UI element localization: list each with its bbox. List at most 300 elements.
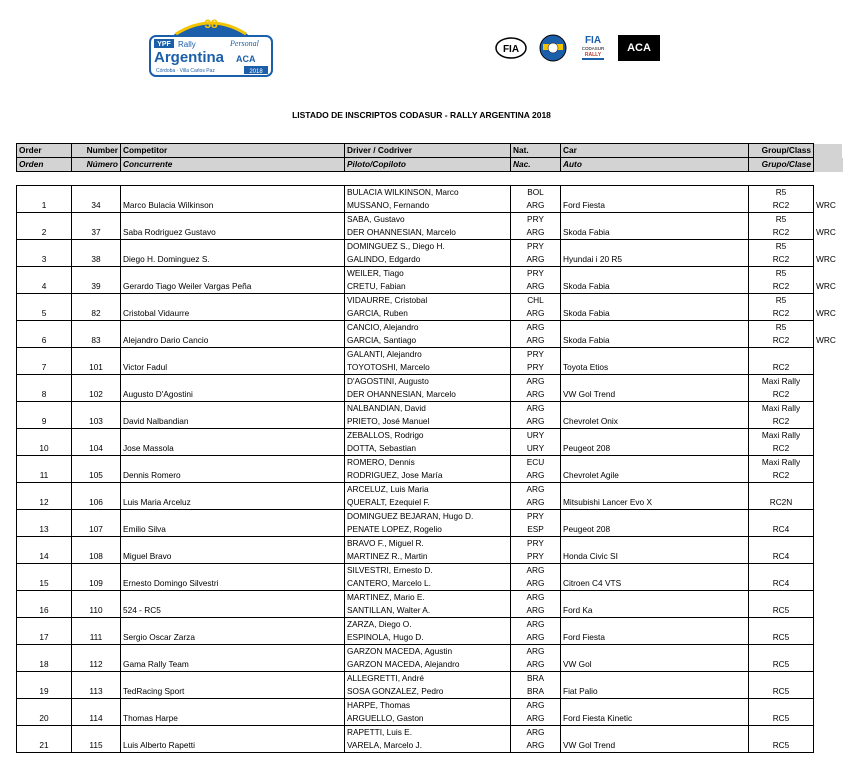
order: 2 [17,226,72,240]
driver-nat: BRA [511,672,561,686]
class: RC4 [749,577,814,591]
codriver-name: DOTTA, Sebastian [345,442,511,456]
codriver-name: CANTERO, Marcelo L. [345,577,511,591]
car-number: 113 [72,685,121,699]
class: RC5 [749,712,814,726]
entry-row-top [17,348,843,362]
entry-row-bottom [17,280,843,294]
car-model: Peugeot 208 [561,442,749,456]
championship-tag [814,415,843,429]
driver-name: D'AGOSTINI, Augusto [345,375,511,389]
championship-tag [814,658,843,672]
car-model: Peugeot 208 [561,523,749,537]
logo-sponsor: Personal [230,39,259,48]
driver-name: WEILER, Tiago [345,267,511,281]
col-numero: Número [72,158,121,172]
driver-name: ZEBALLOS, Rodrigo [345,429,511,443]
championship-tag [814,685,843,699]
codriver-nat: ARG [511,577,561,591]
championship-tag [814,523,843,537]
document-title: LISTADO DE INSCRIPTOS CODASUR - RALLY ARGENTINA 2018 [292,110,551,120]
logo-argentina: Argentina [154,49,225,66]
group: R5 [749,240,814,254]
driver-nat: BOL [511,186,561,200]
class: RC5 [749,685,814,699]
competitor: Miguel Bravo [121,550,345,564]
header-row-english [17,144,843,158]
car-model: VW Gol [561,658,749,672]
svg-text:ACA: ACA [627,42,651,54]
driver-name: ARCELUZ, Luis Maria [345,483,511,497]
driver-name: BRAVO F., Miguel R. [345,537,511,551]
car-number: 112 [72,658,121,672]
col-order: Order [17,144,72,158]
entries-body [17,186,843,753]
class: RC5 [749,631,814,645]
group: R5 [749,186,814,200]
driver-nat: ARG [511,402,561,416]
championship-tag [814,631,843,645]
driver-name: GALANTI, Alejandro [345,348,511,362]
order: 13 [17,523,72,537]
class: RC2N [749,496,814,510]
logo-ypf: YPF [157,41,171,48]
competitor: Jose Massola [121,442,345,456]
entry-row-top [17,186,843,200]
codriver-name: MUSSANO, Fernando [345,199,511,213]
championship-tag [814,712,843,726]
order: 5 [17,307,72,321]
championship-tag: WRC [816,254,836,265]
col-number: Number [72,144,121,158]
driver-name: RAPETTI, Luis E. [345,726,511,740]
championship-tag [814,388,843,402]
codriver-nat: ARG [511,496,561,510]
car-model: Honda Civic SI [561,550,749,564]
entry-row-top [17,294,843,308]
class: RC2 [749,226,814,240]
driver-name: SILVESTRI, Ernesto D. [345,564,511,578]
logo-cities: Córdoba · Villa Carlos Paz [156,68,215,74]
driver-name: DOMINGUEZ S., Diego H. [345,240,511,254]
codriver-nat: ARG [511,388,561,402]
car-model: Mitsubishi Lancer Evo X [561,496,749,510]
car-number: 37 [72,226,121,240]
car-number: 114 [72,712,121,726]
order: 14 [17,550,72,564]
class: RC2 [749,388,814,402]
order: 3 [17,253,72,267]
car-number: 110 [72,604,121,618]
car-model: VW Gol Trend [561,388,749,402]
codriver-nat: ESP [511,523,561,537]
entry-row-bottom [17,712,843,726]
championship-tag: WRC [816,308,836,319]
entry-row-top [17,672,843,686]
logo-aca: ACA [236,54,256,64]
codriver-nat: PRY [511,361,561,375]
car-model: Toyota Etios [561,361,749,375]
codriver-name: GALINDO, Edgardo [345,253,511,267]
driver-name: BULACIA WILKINSON, Marco [345,186,511,200]
car-model: Skoda Fabia [561,226,749,240]
class: RC2 [749,334,814,348]
driver-nat: ARG [511,321,561,335]
class: RC4 [749,550,814,564]
entry-row-bottom [17,253,843,267]
car-number: 103 [72,415,121,429]
car-number: 39 [72,280,121,294]
codriver-nat: ARG [511,658,561,672]
driver-name: ALLEGRETTI, André [345,672,511,686]
group [749,510,814,524]
codriver-name: ARGUELLO, Gaston [345,712,511,726]
codriver-nat: ARG [511,415,561,429]
competitor: Sergio Oscar Zarza [121,631,345,645]
driver-nat: ARG [511,375,561,389]
order: 9 [17,415,72,429]
entry-row-bottom [17,631,843,645]
entry-row-top [17,321,843,335]
car-number: 38 [72,253,121,267]
class: RC2 [749,253,814,267]
group [749,483,814,497]
col-piloto: Piloto/Copiloto [345,158,511,172]
order: 17 [17,631,72,645]
order: 8 [17,388,72,402]
codriver-nat: ARG [511,604,561,618]
logo-edition-number: 38 [204,17,218,31]
competitor: 524 - RC5 [121,604,345,618]
codriver-name: VARELA, Marcelo J. [345,739,511,753]
logo-rally: Rally [178,40,196,49]
codriver-nat: PRY [511,550,561,564]
entry-row-top [17,402,843,416]
competitor: Dennis Romero [121,469,345,483]
car-model: Skoda Fabia [561,280,749,294]
championship-tag [814,577,843,591]
driver-nat: ECU [511,456,561,470]
championship-tag [814,550,843,564]
car-model: Ford Ka [561,604,749,618]
car-model: Chevrolet Onix [561,415,749,429]
spacer-row [17,172,843,186]
car-model: Ford Fiesta [561,631,749,645]
driver-nat: CHL [511,294,561,308]
svg-text:FIA: FIA [502,44,520,55]
group: R5 [749,294,814,308]
car-model: VW Gol Trend [561,739,749,753]
championship-tag [814,361,843,375]
driver-nat: PRY [511,240,561,254]
codriver-name: CRETU, Fabian [345,280,511,294]
championship-tag [814,496,843,510]
rally-argentina-logo [148,12,274,78]
logo-year: 2018 [249,69,263,75]
competitor: Luis Alberto Rapetti [121,739,345,753]
col-orden: Orden [17,158,72,172]
group: Maxi Rally [749,375,814,389]
entry-row-top [17,429,843,443]
driver-nat: ARG [511,591,561,605]
championship-tag [814,469,843,483]
codriver-name: GARCIA, Santiago [345,334,511,348]
codriver-name: DER OHANNESIAN, Marcelo [345,226,511,240]
header-row-spanish [17,158,843,172]
driver-nat: URY [511,429,561,443]
car-number: 34 [72,199,121,213]
car-number: 107 [72,523,121,537]
svg-text:RALLY: RALLY [584,52,602,58]
driver-nat: ARG [511,483,561,497]
championship-tag [814,739,843,753]
driver-nat: PRY [511,348,561,362]
order: 1 [17,199,72,213]
order: 4 [17,280,72,294]
championship-tag [814,604,843,618]
entry-row-bottom [17,604,843,618]
codriver-name: SANTILLAN, Walter A. [345,604,511,618]
col-nat: Nat. [511,144,561,158]
driver-name: CANCIO, Alejandro [345,321,511,335]
order: 10 [17,442,72,456]
entry-row-top [17,456,843,470]
group [749,564,814,578]
codriver-name: QUERALT, Ezequiel F. [345,496,511,510]
fia-logo [494,32,528,64]
car-number: 109 [72,577,121,591]
competitor: Thomas Harpe [121,712,345,726]
championship-tag: WRC [816,335,836,346]
group: Maxi Rally [749,456,814,470]
col-nac: Nac. [511,158,561,172]
class: RC5 [749,658,814,672]
driver-name: HARPE, Thomas [345,699,511,713]
codriver-name: MARTINEZ R., Martin [345,550,511,564]
driver-name: VIDAURRE, Cristobal [345,294,511,308]
driver-nat: PRY [511,213,561,227]
car-model: Hyundai i 20 R5 [561,253,749,267]
class: RC2 [749,469,814,483]
car-number: 108 [72,550,121,564]
entry-row-top [17,240,843,254]
order: 19 [17,685,72,699]
group [749,591,814,605]
entry-row-bottom [17,469,843,483]
entry-row-bottom [17,685,843,699]
championship-tag [814,442,843,456]
driver-nat: ARG [511,564,561,578]
codriver-name: PENATE LOPEZ, Rogelio [345,523,511,537]
entry-row-top [17,645,843,659]
car-model: Ford Fiesta [561,199,749,213]
entry-row-top [17,591,843,605]
entry-row-bottom [17,442,843,456]
driver-name: GARZON MACEDA, Agustin [345,645,511,659]
codriver-name: GARCIA, Ruben [345,307,511,321]
codriver-nat: ARG [511,631,561,645]
class: RC2 [749,415,814,429]
group: R5 [749,213,814,227]
car-number: 101 [72,361,121,375]
svg-text:CODASUR: CODASUR [581,46,605,51]
car-number: 105 [72,469,121,483]
codasur-logo [538,32,568,64]
entry-row-top [17,618,843,632]
col-grupo: Grupo/Clase [749,158,814,172]
entry-row-bottom [17,361,843,375]
entry-row-top [17,213,843,227]
class: RC2 [749,361,814,375]
entry-row-bottom [17,199,843,213]
rally-argentina-logo-graphic [148,12,274,78]
car-number: 82 [72,307,121,321]
competitor: Gama Rally Team [121,658,345,672]
codriver-nat: ARG [511,334,561,348]
entry-row-bottom [17,415,843,429]
col-auto: Auto [561,158,749,172]
entry-list-table [16,143,843,753]
car-number: 102 [72,388,121,402]
entry-row-bottom [17,388,843,402]
championship-tag: WRC [816,227,836,238]
group [749,537,814,551]
class: RC2 [749,442,814,456]
driver-name: DOMINGUEZ BEJARAN, Hugo D. [345,510,511,524]
col-competitor: Competitor [121,144,345,158]
codriver-name: DER OHANNESIAN, Marcelo [345,388,511,402]
entry-row-bottom [17,658,843,672]
codriver-nat: BRA [511,685,561,699]
federation-logos [494,32,660,64]
group: R5 [749,321,814,335]
entry-row-top [17,483,843,497]
col-group: Group/Class [749,144,814,158]
driver-nat: PRY [511,267,561,281]
group [749,672,814,686]
competitor: Augusto D'Agostini [121,388,345,402]
fia-codasur-rally-logo [578,32,608,64]
driver-nat: PRY [511,537,561,551]
competitor: Marco Bulacia Wilkinson [121,199,345,213]
class: RC5 [749,739,814,753]
competitor: Cristobal Vidaurre [121,307,345,321]
group: R5 [749,267,814,281]
car-model: Chevrolet Agile [561,469,749,483]
codriver-name: SOSA GONZALEZ, Pedro [345,685,511,699]
entry-row-bottom [17,496,843,510]
competitor: Ernesto Domingo Silvestri [121,577,345,591]
entry-row-top [17,510,843,524]
order: 15 [17,577,72,591]
codriver-nat: ARG [511,307,561,321]
class: RC5 [749,604,814,618]
competitor: TedRacing Sport [121,685,345,699]
codriver-nat: ARG [511,226,561,240]
order: 11 [17,469,72,483]
group [749,618,814,632]
entry-row-top [17,267,843,281]
car-number: 106 [72,496,121,510]
aca-logo [618,32,660,64]
order: 18 [17,658,72,672]
entry-row-bottom [17,523,843,537]
codriver-nat: ARG [511,739,561,753]
car-number: 115 [72,739,121,753]
codriver-nat: ARG [511,712,561,726]
championship-tag: WRC [816,281,836,292]
driver-nat: ARG [511,645,561,659]
competitor: Saba Rodriguez Gustavo [121,226,345,240]
codriver-nat: ARG [511,280,561,294]
codriver-name: ESPINOLA, Hugo D. [345,631,511,645]
entry-row-bottom [17,334,843,348]
driver-name: MARTINEZ, Mario E. [345,591,511,605]
col-driver: Driver / Codriver [345,144,511,158]
entry-row-top [17,375,843,389]
entry-row-top [17,537,843,551]
group [749,699,814,713]
codriver-nat: ARG [511,253,561,267]
order: 7 [17,361,72,375]
codriver-name: PRIETO, José Manuel [345,415,511,429]
driver-name: ZARZA, Diego O. [345,618,511,632]
order: 20 [17,712,72,726]
entry-row-top [17,726,843,740]
driver-nat: ARG [511,618,561,632]
codriver-name: GARZON MACEDA, Alejandro [345,658,511,672]
order: 16 [17,604,72,618]
entry-row-top [17,564,843,578]
car-model: Skoda Fabia [561,307,749,321]
svg-text:FIA: FIA [584,35,602,46]
car-number: 111 [72,631,121,645]
entry-row-bottom [17,550,843,564]
order: 21 [17,739,72,753]
group: Maxi Rally [749,402,814,416]
competitor: Victor Fadul [121,361,345,375]
driver-nat: ARG [511,726,561,740]
driver-name: ROMERO, Dennis [345,456,511,470]
group [749,726,814,740]
competitor: Emilio Silva [121,523,345,537]
group [749,348,814,362]
codriver-nat: ARG [511,199,561,213]
class: RC2 [749,307,814,321]
driver-name: SABA, Gustavo [345,213,511,227]
competitor: David Nalbandian [121,415,345,429]
col-car: Car [561,144,749,158]
codriver-nat: URY [511,442,561,456]
entry-row-bottom [17,577,843,591]
col-concurrente: Concurrente [121,158,345,172]
car-model: Fiat Palio [561,685,749,699]
class: RC2 [749,280,814,294]
championship-tag: WRC [816,200,836,211]
group [749,645,814,659]
driver-nat: ARG [511,699,561,713]
competitor: Gerardo Tiago Weiler Vargas Peña [121,280,345,294]
entry-row-bottom [17,739,843,753]
order: 12 [17,496,72,510]
car-number: 83 [72,334,121,348]
driver-name: NALBANDIAN, David [345,402,511,416]
codriver-nat: ARG [511,469,561,483]
entry-row-bottom [17,226,843,240]
car-model: Ford Fiesta Kinetic [561,712,749,726]
codriver-name: RODRIGUEZ, Jose María [345,469,511,483]
competitor: Diego H. Dominguez S. [121,253,345,267]
